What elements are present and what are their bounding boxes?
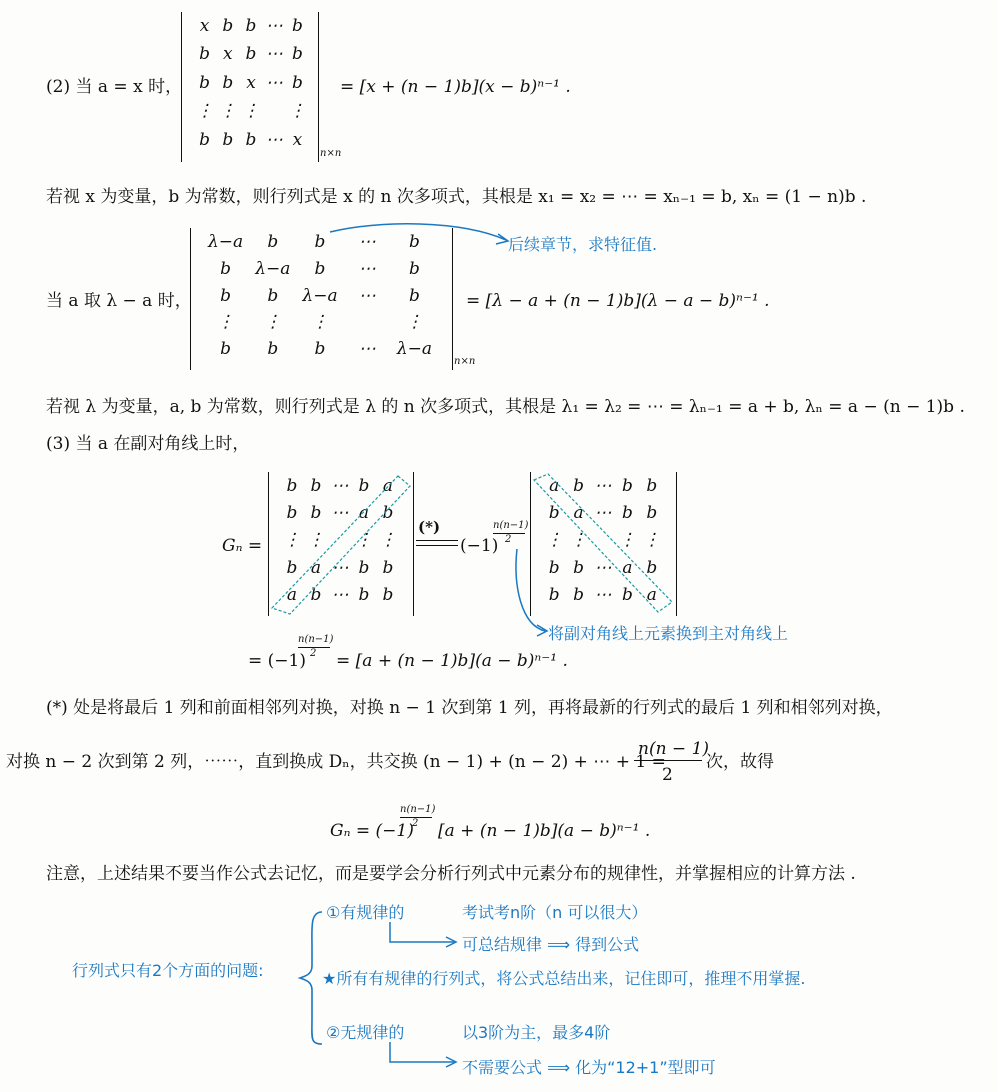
branch1-note: 考试考n阶（n 可以很大） <box>462 903 648 922</box>
matrix-cell: b <box>314 258 326 279</box>
matrix-cell: ⋯ <box>265 16 283 36</box>
matrix-cell: b <box>220 258 232 279</box>
matrix-cell: a <box>573 503 584 524</box>
matrix-cell: a <box>358 503 370 524</box>
matrix-cell: ⋮ <box>283 530 301 551</box>
matrix-cell: ⋮ <box>545 530 563 551</box>
matrix-part2 <box>181 12 321 162</box>
matrix-cell: b <box>358 584 370 605</box>
matrix-cell: ⋮ <box>242 101 260 122</box>
matrix-cell: ⋯ <box>265 129 283 150</box>
matrix-cell: b <box>548 584 560 605</box>
matrix-cell: λ−a <box>208 232 244 252</box>
matrix-cell: ⋯ <box>594 584 612 605</box>
matrix-cell: b <box>382 584 394 605</box>
matrix-cell: ⋮ <box>217 312 235 333</box>
matrix-subscript: n×n <box>320 148 342 159</box>
matrix-cell: ⋯ <box>358 339 376 360</box>
matrix-cell: ⋯ <box>358 232 376 252</box>
matrix-cell: ⋮ <box>405 312 423 333</box>
matrix-cell: b <box>358 476 370 496</box>
part2-label: (2) 当 a = x 时， <box>46 77 183 97</box>
matrix-cell: b <box>408 285 420 306</box>
sign-exp-num: n(n−1) <box>298 634 334 645</box>
matrix-cell: ⋯ <box>594 476 612 496</box>
part3-label: (3) 当 a 在副对角线上时， <box>46 434 250 454</box>
matrix-cell: ⋮ <box>643 530 661 551</box>
matrix-cell: b <box>548 503 560 524</box>
explain-line1: (*) 处是将最后 1 列和前面相邻列对换，对换 n − 1 次到第 1 列，再将最新的行列式的最后 1 列和相邻列对换， <box>46 698 893 718</box>
matrix-cell: b <box>286 503 298 524</box>
matrix-cell: ⋯ <box>594 503 612 524</box>
equals-line <box>416 545 458 546</box>
matrix-cell: b <box>548 557 560 578</box>
matrix-cell: ⋯ <box>265 44 283 65</box>
matrix-cell: b <box>358 557 370 578</box>
lambda-label: 当 a 取 λ − a 时， <box>46 291 192 311</box>
matrix-cell: b <box>267 285 279 306</box>
matrix-cell: b <box>408 232 420 252</box>
mindmap-root: 行列式只有2个方面的问题: <box>72 961 264 980</box>
frac-bar <box>634 760 702 761</box>
annotation-arrow <box>320 218 520 258</box>
explain-line2: 对换 n − 2 次到第 2 列，⋯⋯，直到换成 Dₙ，共交换 (n − 1) + (n − 2) + ⋯ + 1 = <box>6 752 666 772</box>
matrix-cell: ⋮ <box>618 530 636 551</box>
matrix-cell: b <box>408 258 420 279</box>
branch1-arrow-text: 可总结规律 ⟹ 得到公式 <box>462 935 640 954</box>
matrix-cell: a <box>382 476 394 496</box>
sign-exp-den: 2 <box>310 648 317 659</box>
sign-exp-num: n(n−1) <box>400 804 436 815</box>
matrix-cell: a <box>286 584 298 605</box>
matrix-cell: λ−a <box>396 339 432 360</box>
frac-num: n(n − 1) <box>638 739 710 759</box>
matrix-cell: a <box>549 476 560 496</box>
matrix-cell: b <box>222 72 234 93</box>
matrix-cell: ⋮ <box>196 101 214 122</box>
matrix-cell: b <box>286 557 298 578</box>
matrix-cell: b <box>314 339 326 360</box>
matrix-cell: ⋯ <box>265 72 283 93</box>
matrix-cell: b <box>267 232 279 252</box>
matrix-cell: b <box>199 129 211 150</box>
matrix-cell: ⋮ <box>570 530 588 551</box>
matrix-cell: ⋯ <box>331 503 349 524</box>
remark: 注意，上述结果不要当作公式去记忆，而是要学会分析行列式中元素分布的规律性，并掌握相应的计算方法 . <box>46 864 856 884</box>
part2-result: = [x + (n − 1)b](x − b)ⁿ⁻¹ . <box>340 77 571 97</box>
lambda-result: = [λ − a + (n − 1)b](λ − a − b)ⁿ⁻¹ . <box>466 291 770 311</box>
matrix-cell: b <box>621 584 633 605</box>
matrix-subscript: n×n <box>454 356 476 367</box>
part2-roots: 若视 x 为变量，b 为常数，则行列式是 x 的 n 次多项式，其根是 x₁ = x₂ = ⋯ = xₙ₋₁ = b, xₙ = (1 − n)b . <box>46 187 867 207</box>
sign-exp-den: 2 <box>505 534 512 545</box>
final-lhs: Gₙ = (−1) <box>330 821 414 841</box>
frac-den: 2 <box>662 765 673 785</box>
matrix-cell: x <box>223 44 233 65</box>
explain-line2-end: 次，故得 <box>706 752 774 772</box>
matrix-cell: b <box>573 557 585 578</box>
matrix-cell: a <box>622 557 633 578</box>
antidiagonal-highlight <box>268 472 413 616</box>
matrix-cell: b <box>222 129 234 150</box>
matrix-cell: ⋮ <box>288 101 306 122</box>
branch2-arrow-text: 不需要公式 ⟹ 化为“12+1”型即可 <box>462 1058 716 1077</box>
matrix-cell: ⋯ <box>331 584 349 605</box>
matrix-cell: ⋯ <box>594 557 612 578</box>
matrix-cell: x <box>246 72 256 93</box>
matrix-cell: b <box>310 476 322 496</box>
matrix-cell: ⋮ <box>307 530 325 551</box>
matrix-cell: b <box>220 339 232 360</box>
matrix-cell: b <box>573 584 585 605</box>
matrix-cell: ⋮ <box>264 312 282 333</box>
equals-line <box>416 540 458 541</box>
lambda-roots: 若视 λ 为变量，a, b 为常数，则行列式是 λ 的 n 次多项式，其根是 λ₁ = λ₂ = ⋯ = λₙ₋₁ = a + b, λₙ = a − (n − 1)b . <box>46 397 965 417</box>
matrix-cell: b <box>646 476 658 496</box>
star-marker: (*) <box>418 518 441 536</box>
matrix-cell: b <box>573 476 585 496</box>
matrix-cell: b <box>382 557 394 578</box>
matrix-cell: b <box>291 72 303 93</box>
matrix-cell: b <box>245 44 257 65</box>
matrix-cell: b <box>199 44 211 65</box>
matrix-cell: x <box>292 129 303 150</box>
matrix-cell: ⋮ <box>311 312 329 333</box>
branch2-title: ②无规律的 <box>326 1023 405 1042</box>
matrix-cell: ⋮ <box>355 530 373 551</box>
matrix-cell: λ−a <box>255 258 291 279</box>
det-bar-right <box>413 472 414 616</box>
matrix-cell: b <box>646 503 658 524</box>
gn-lhs: Gₙ = <box>222 536 263 556</box>
matrix-cell: ⋯ <box>358 258 376 279</box>
matrix-cell: b <box>220 285 232 306</box>
matrix-cell: a <box>646 584 657 605</box>
branch2-note: 以3阶为主，最多4阶 <box>462 1023 611 1042</box>
matrix-cell: b <box>310 584 322 605</box>
matrix-cell: b <box>310 503 322 524</box>
branch-arrow <box>386 920 460 950</box>
matrix-cell: ⋯ <box>331 476 349 496</box>
matrix-cell: b <box>267 339 279 360</box>
matrix-cell: b <box>222 16 234 36</box>
star-line: ★所有有规律的行列式，将公式总结出来，记住即可，推理不用掌握. <box>322 969 806 988</box>
sign-exp-den: 2 <box>412 818 419 829</box>
matrix-cell: b <box>245 16 257 36</box>
matrix-cell: b <box>245 129 257 150</box>
matrix-cell: ⋯ <box>358 285 376 306</box>
matrix-cell: ⋮ <box>379 530 397 551</box>
det-bar-right <box>318 12 319 162</box>
gn-eq-sign: = (−1) <box>248 651 306 671</box>
matrix-cell: x <box>199 16 210 36</box>
matrix-cell: b <box>291 44 303 65</box>
matrix-cell: b <box>646 557 658 578</box>
branch1-title: ①有规律的 <box>326 903 405 922</box>
matrix-cell: b <box>621 476 633 496</box>
branch-arrow <box>386 1040 460 1070</box>
matrix-cell: b <box>286 476 298 496</box>
matrix-cell: b <box>621 503 633 524</box>
matrix-cell: λ−a <box>302 285 338 306</box>
matrix-cell: ⋯ <box>331 557 349 578</box>
matrix-cell: a <box>310 557 322 578</box>
matrix-cell: b <box>199 72 211 93</box>
det-bar-right <box>676 472 677 616</box>
matrix-cell: b <box>291 16 303 36</box>
part3-result: = [a + (n − 1)b](a − b)ⁿ⁻¹ . <box>336 651 568 671</box>
matrix-cell: b <box>382 503 394 524</box>
final-rhs: [a + (n − 1)b](a − b)ⁿ⁻¹ . <box>438 821 651 841</box>
eigen-note: 后续章节，求特征值. <box>508 235 658 254</box>
sign-factor: (−1) <box>460 536 499 556</box>
swap-note: 将副对角线上元素换到主对角线上 <box>548 624 789 643</box>
matrix-cell: ⋮ <box>219 101 237 122</box>
matrix-cell: b <box>314 232 326 252</box>
sign-exp-num: n(n−1) <box>493 520 529 531</box>
